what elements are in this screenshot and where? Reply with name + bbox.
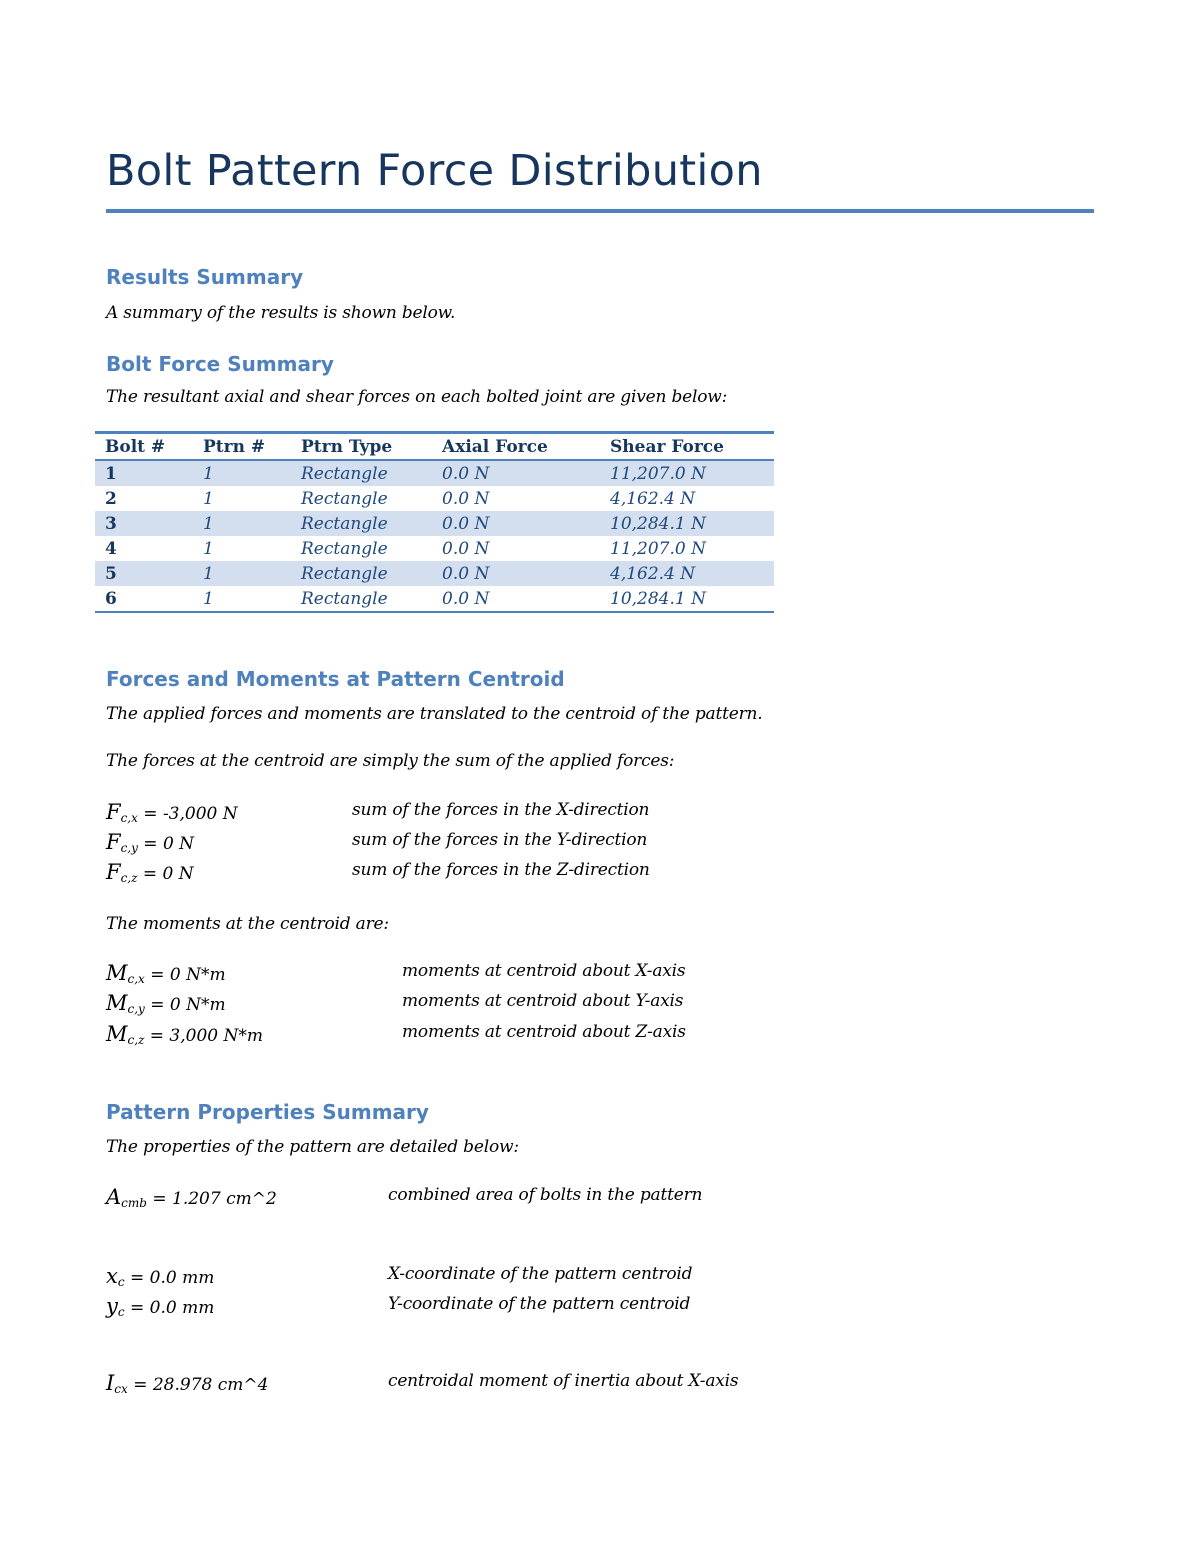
combined-area-note: combined area of bolts in the pattern (388, 1185, 703, 1205)
pattern-properties-description: The properties of the pattern are detailed below: (106, 1137, 519, 1157)
force-z-note: sum of the forces in the Z-direction (352, 860, 650, 880)
bolt-number-cell: 6 (95, 586, 193, 612)
shear-force-cell: 10,284.1 N (600, 511, 774, 536)
shear-force-cell: 4,162.4 N (610, 488, 696, 509)
pattern-number-cell: 1 (193, 561, 291, 586)
table-row (95, 486, 774, 511)
forces-intro: The forces at the centroid are simply the sum of the applied forces: (106, 751, 675, 771)
bolt-number-cell: 2 (105, 488, 117, 509)
axial-force-cell: 0.0 N (442, 488, 490, 509)
axial-force-cell: 0.0 N (432, 511, 600, 536)
moment-z-note: moments at centroid about Z-axis (402, 1022, 686, 1042)
shear-force-cell: 4,162.4 N (600, 561, 774, 586)
axial-force-cell: 0.0 N (432, 561, 600, 586)
table-row (95, 586, 774, 612)
pattern-type-cell: Rectangle (291, 511, 432, 536)
force-z-equation: $F_{c,z} = 0$ N (106, 860, 194, 885)
shear-force-cell: 11,207.0 N (610, 538, 706, 559)
bolt-number-cell: 5 (95, 561, 193, 586)
force-x-note: sum of the forces in the X-direction (352, 800, 650, 820)
shear-force-cell: 10,284.1 N (600, 586, 774, 612)
table-header-row (95, 433, 774, 461)
bolt-force-summary-heading: Bolt Force Summary (106, 352, 334, 376)
table-row (95, 561, 774, 586)
centroid-heading: Forces and Moments at Pattern Centroid (106, 667, 565, 691)
table-row (95, 460, 774, 486)
moment-of-inertia-x-equation: $I_{cx} = 28.978$ cm^4 (106, 1371, 269, 1396)
results-summary-description: A summary of the results is shown below. (106, 303, 456, 323)
page-title: Bolt Pattern Force Distribution (106, 146, 763, 196)
moment-y-note: moments at centroid about Y-axis (402, 991, 684, 1011)
results-summary-heading: Results Summary (106, 265, 304, 289)
shear-force-cell: 11,207.0 N (600, 460, 774, 486)
bolt-number-cell: 4 (105, 538, 117, 559)
moment-x-note: moments at centroid about X-axis (402, 961, 686, 981)
pattern-properties-heading: Pattern Properties Summary (106, 1100, 429, 1124)
pattern-type-cell: Rectangle (301, 488, 388, 509)
force-x-equation: $F_{c,x} = -3,000$ N (106, 800, 238, 825)
moment-z-equation: $M_{c,z} = 3,000$ N*m (106, 1022, 263, 1047)
column-header-shear-force: Shear Force (600, 433, 774, 461)
axial-force-cell: 0.0 N (432, 586, 600, 612)
bolt-force-table (95, 431, 774, 613)
column-header-pattern: Ptrn # (193, 433, 291, 461)
table-row (95, 511, 774, 536)
pattern-number-cell: 1 (193, 511, 291, 536)
column-header-pattern-type: Ptrn Type (291, 433, 432, 461)
pattern-number-cell: 1 (203, 538, 214, 559)
moments-intro: The moments at the centroid are: (106, 914, 389, 934)
axial-force-cell: 0.0 N (432, 460, 600, 486)
bolt-number-cell: 1 (95, 460, 193, 486)
column-header-bolt: Bolt # (95, 433, 193, 461)
pattern-number-cell: 1 (193, 586, 291, 612)
moment-y-equation: $M_{c,y} = 0$ N*m (106, 991, 226, 1016)
centroid-description: The applied forces and moments are translated to the centroid of the pattern. (106, 704, 763, 724)
axial-force-cell: 0.0 N (442, 538, 490, 559)
force-y-equation: $F_{c,y} = 0$ N (106, 830, 195, 855)
bolt-force-summary-description: The resultant axial and shear forces on each bolted joint are given below: (106, 387, 728, 407)
pattern-type-cell: Rectangle (291, 586, 432, 612)
moment-x-equation: $M_{c,x} = 0$ N*m (106, 961, 226, 986)
bolt-number-cell: 3 (95, 511, 193, 536)
combined-area-equation: $A_{cmb} = 1.207$ cm^2 (106, 1185, 277, 1210)
moment-of-inertia-x-note: centroidal moment of inertia about X-axis (388, 1371, 739, 1391)
pattern-type-cell: Rectangle (291, 561, 432, 586)
pattern-number-cell: 1 (193, 460, 291, 486)
pattern-type-cell: Rectangle (301, 538, 388, 559)
pattern-number-cell: 1 (203, 488, 214, 509)
pattern-type-cell: Rectangle (291, 460, 432, 486)
centroid-x-equation: $x_c = 0.0$ mm (106, 1264, 215, 1289)
centroid-y-equation: $y_c = 0.0$ mm (106, 1294, 215, 1319)
centroid-x-note: X-coordinate of the pattern centroid (388, 1264, 693, 1284)
column-header-axial-force: Axial Force (432, 433, 600, 461)
force-y-note: sum of the forces in the Y-direction (352, 830, 648, 850)
centroid-y-note: Y-coordinate of the pattern centroid (388, 1294, 691, 1314)
table-row (95, 536, 774, 561)
title-underline (106, 209, 1094, 213)
